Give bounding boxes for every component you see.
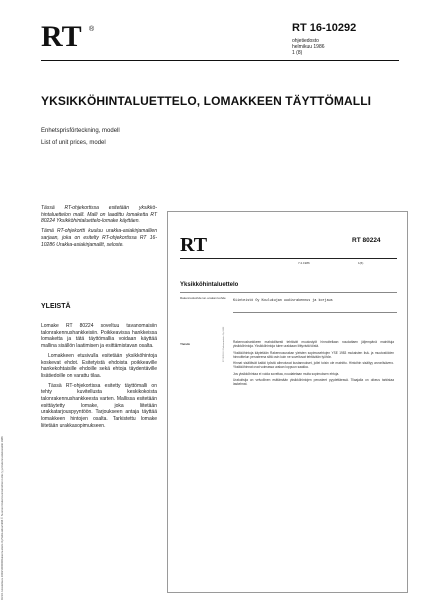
document-type: ohjetiedosto <box>292 38 319 44</box>
rt-logo <box>41 22 97 48</box>
side-note-text: RLS/1 tulostettava 2000/100000/Rakennustieto Oy/Sidiluokka/1996 © Suomen Rakennusinsinöörien Liitto ry ja Rakennustietosäätiö 1986 <box>1 436 4 600</box>
general-paragraph: Yksikköhintoja käytetään Rakennusurakan yleisten sopimusehtojen YSE 1983 mukaisten lisä- ja muutostöiden hinnoittelun perusteena siltä osin kuin ne soveltuvat tehtävään työhön. <box>233 350 394 359</box>
form-page: 1(6) <box>358 261 364 265</box>
svg-text:RT: RT <box>41 22 82 48</box>
form-header-rule <box>180 258 397 259</box>
header-rule <box>41 60 399 61</box>
section-heading: YLEISTÄ <box>41 303 71 310</box>
subtitle-english: List of unit prices, model <box>41 140 106 146</box>
general-paragraph: Rakennushankkeen mahdollisesti tehtävät muutostyöt hinnoitellaan noudattaen jäljempänä mainittuja yksikköhintoja. Yksikköhintoja tulee urakkaan liittyvistä töistä. <box>233 340 394 349</box>
form-rt-logo <box>180 235 216 252</box>
general-paragraph: Urakoitsija on velvollinen esittämään yksikköhintojen perusteet pyydettäessä. Tilaajalla on oikeus tarkistaa laskelmat. <box>233 378 394 387</box>
form-preview <box>167 211 408 593</box>
body-paragraph: Lomakkeen etusivulla esitetään yksikköhintoja koskevat ehdot. Esitetyistä ehdoista poikkeaville hankekohtaisille ehdoille sekä ehtoja täydentäville lisätiedoille on varattu tilaa. <box>41 352 157 379</box>
project-value: Kiinteistö Oy Koulukujan uudisrakennus ja korjaus <box>233 299 333 303</box>
form-number: RT 80224 <box>352 237 381 244</box>
side-note <box>0 436 8 600</box>
svg-text:RT: RT <box>180 235 208 252</box>
svg-text:®: ® <box>89 26 95 33</box>
form-title: Yksikköhintaluettelo <box>180 282 239 288</box>
intro-text <box>41 205 157 251</box>
form-side-note-text: RT 80224 © Rakennustieto Oy 1986 <box>223 326 225 362</box>
body-paragraph: Lomake RT 80224 soveltuu tavanomaisiin talonrakennushankkeisiin. Poikkeavissa hankkeissa lomaketta ja tätä täyttömallia voidaan käyttää mallina sisällön laatimisen ja esittämistavan osalta. <box>41 323 157 350</box>
subtitle-swedish: Enhetsprisförteckning, modell <box>41 128 120 134</box>
form-date: 7.2.1986 <box>298 261 310 265</box>
intro-paragraph: Tämä RT-ohjekortti kuuluu urakka-asiakirjamallien sarjaan, joka on esitelty RT-ohjekortissa RT 16-10286 Urakka-asiakirjamallit, seloste. <box>41 228 157 248</box>
body-paragraph: Tässä RT-ohjekortissa esitetty täyttömalli on tehty kuvitellusta keskikokoista talonrakennushankkeesta varten. Mallissa esitetään esittäytetty lomake, joka liitetään urakkatarjouspyyntöön. Tarjoukseen antaja täyttää lomakkeen hintojen osalta. Tarkistettu lomake liitetään urakkasopimukseen. <box>41 382 157 429</box>
intro-paragraph: Tässä RT-ohjekortissa esitetään yksikkö-hintaluettelon malli. Malli on laadittu lomaketta RT 80224 Yksikköhintaluettelo-lomake käyttäen. <box>41 205 157 225</box>
form-divider <box>180 292 397 293</box>
general-paragraph: Hinnat sisältävät kaikki työstä aiheutuvat kustannukset, jollei toisin ole mainittu. Hintoihin sisältyy arvonlisävero. Yksikköhinnat ovat voimassa urakan loppuun saakka. <box>233 361 394 370</box>
page-title: YKSIKKÖHINTALUETTELO, LOMAKKEEN TÄYTTÖMALLI <box>41 94 372 108</box>
project-label: Rakennuskohde tai -urakan kohde <box>180 296 226 300</box>
form-field-line <box>233 312 397 313</box>
page-count: 1 (8) <box>292 50 303 56</box>
document-date: helmikuu 1986 <box>292 44 325 50</box>
section-body <box>41 323 157 433</box>
document-number: RT 16-10292 <box>292 22 357 34</box>
general-paragraph: Jos yksikköhintaa ei voida soveltaa, noudatetaan muita sopimuksen ehtoja. <box>233 371 340 376</box>
general-label: Yleistä <box>180 342 190 346</box>
